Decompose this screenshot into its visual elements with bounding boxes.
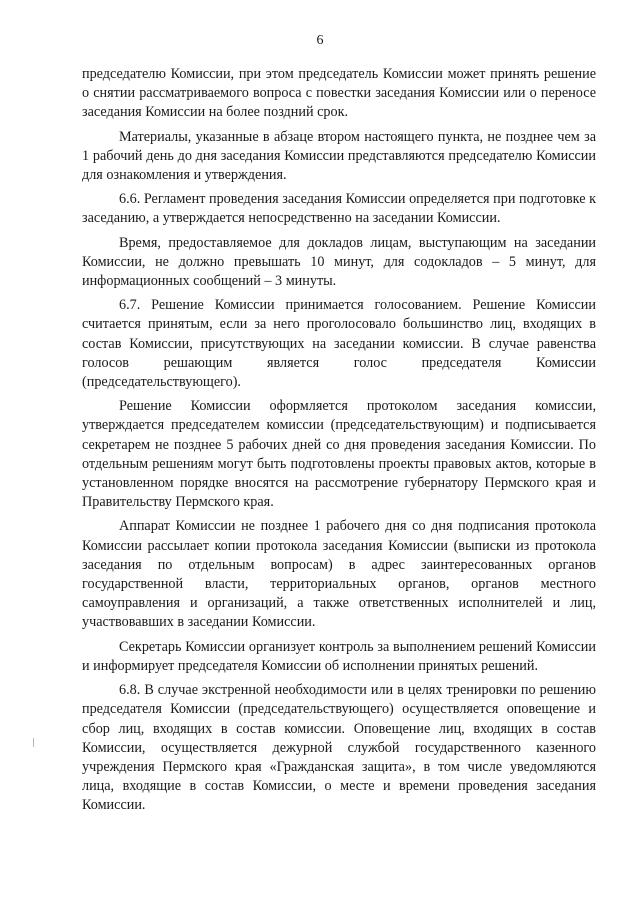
page-number: 6 [316,33,324,48]
scan-margin-mark [33,738,34,747]
paragraph-protocol: Решение Комиссии оформляется протоколом заседания комиссии, утверждается председателем комиссии (председательствующим) и подписывается секретарем не позднее 5 рабочих дней со дня проведения заседания Комиссии. По отдельным решениям могут быть подготовлены проекты правовых актов, которые в установленном порядке вносятся на рассмотрение губернатору Пермского края и Правительству Пермского края. [82,398,596,511]
paragraph-time-limits: Время, предоставляемое для докладов лицам, выступающим на заседании Комиссии, не должно превышать 10 минут, для содокладов – 5 минут, для информационных сообщений – 3 минуты. [82,234,596,290]
paragraph-secretary: Секретарь Комиссии организует контроль за выполнением решений Комиссии и информирует председателя Комиссии об исполнении принятых решений. [82,638,596,674]
paragraph-apparatus: Аппарат Комиссии не позднее 1 рабочего дня со дня подписания протокола Комиссии рассылает копии протокола заседания Комиссии (выписки из протокола заседания по отдельным вопросам) в адрес заинтересованных органов государственной власти, территориальных органов, органов местного самоуправления и организаций, а также ответственных исполнителей и лиц, участвовавших в заседании Комиссии. [82,518,596,631]
paragraph-continuation: председателю Комиссии, при этом председатель Комиссии может принять решение о снятии рассматриваемого вопроса с повестки заседания Комиссии или о переносе заседания Комиссии на более поздний срок. [82,66,596,121]
paragraph-6-6: 6.6. Регламент проведения заседания Комиссии определяется при подготовке к заседанию, а утверждается непосредственно на заседании Комиссии. [82,191,596,227]
document-body [82,65,596,816]
paragraph-6-8: 6.8. В случае экстренной необходимости или в целях тренировки по решению председателя Комиссии (председательствующего) осуществляется оповещение и сбор лиц, входящих в состав комиссии. Оповещение лиц, входящих в состав Комиссии, осуществляется дежурной службой государственного казенного учреждения Пермского края «Гражданская защита», в том числе уведомляются лица, входящие в состав Комиссии, о месте и времени проведения заседания Комиссии. [82,682,596,814]
paragraph-6-7: 6.7. Решение Комиссии принимается голосованием. Решение Комиссии считается принятым, если за него проголосовало большинство лиц, входящих в состав Комиссии, присутствующих на заседании комиссии. В случае равенства голосов решающим является голос председателя Комиссии (председательствующего). [82,297,596,391]
paragraph-materials: Материалы, указанные в абзаце втором настоящего пункта, не позднее чем за 1 рабочий день до дня заседания Комиссии представляются председателю Комиссии для ознакомления и утверждения. [82,128,596,184]
